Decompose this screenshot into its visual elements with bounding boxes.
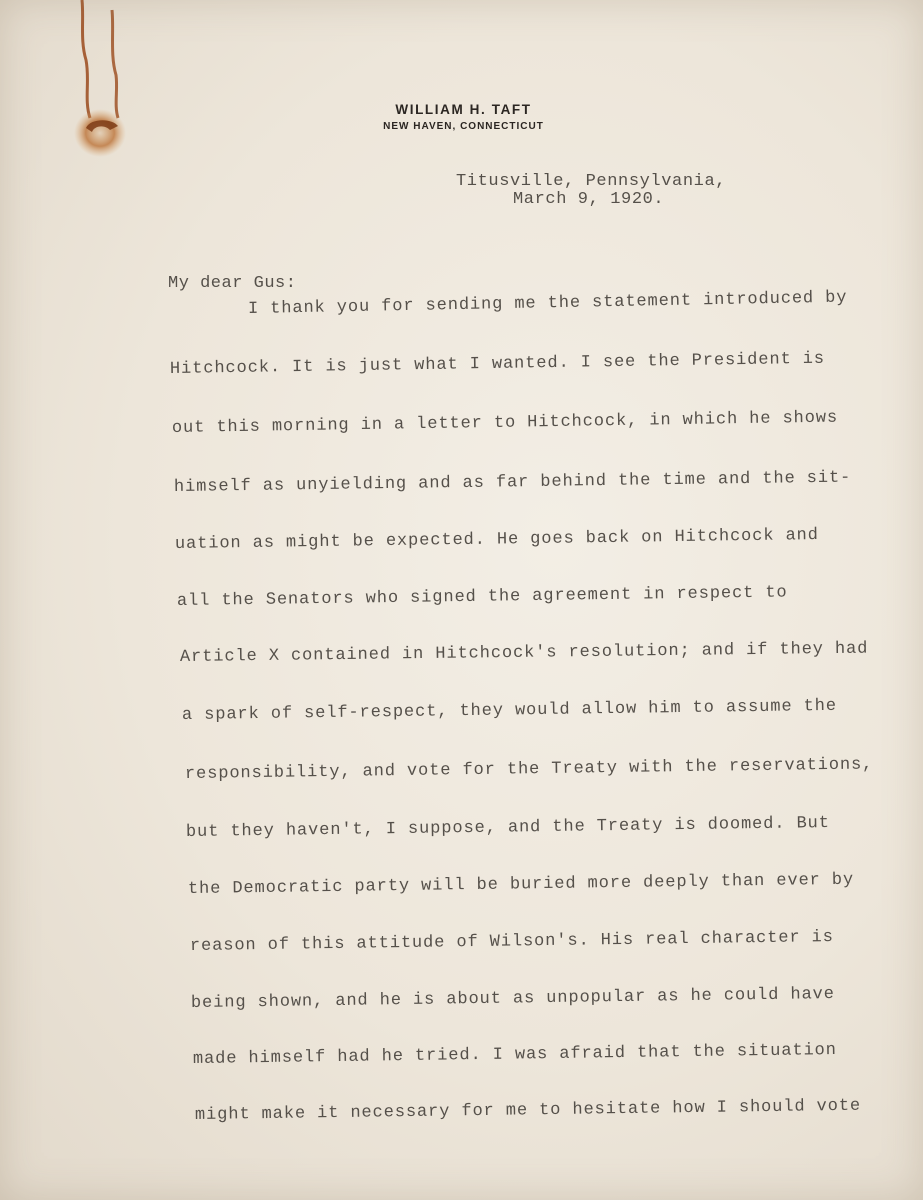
body-line: uation as might be expected. He goes back on Hitchcock and	[174, 526, 819, 554]
body-line: all the Senators who signed the agreement in respect to	[176, 583, 788, 611]
body-line: reason of this attitude of Wilson's. His real character is	[189, 928, 834, 956]
body-line: but they haven't, I suppose, and the Treaty is doomed. But	[185, 814, 830, 842]
body-line: the Democratic party will be buried more deeply than ever by	[187, 870, 855, 899]
dateline-place: Titusville, Pennsylvania,	[456, 172, 727, 191]
body-line: might make it necessary for me to hesitate how I should vote	[194, 1096, 862, 1125]
letterhead-location: NEW HAVEN, CONNECTICUT	[383, 121, 544, 132]
rust-stain-mark	[60, 0, 140, 170]
body-line: I thank you for sending me the statement introduced by	[247, 288, 848, 319]
body-line: himself as unyielding and as far behind the time and the sit-	[173, 468, 852, 497]
salutation: My dear Gus:	[168, 274, 297, 293]
body-line: Hitchcock. It is just what I wanted. I see the President is	[169, 349, 826, 379]
body-line: out this morning in a letter to Hitchcock, in which he shows	[171, 408, 839, 438]
body-line: made himself had he tried. I was afraid that the situation	[192, 1041, 837, 1069]
body-line: being shown, and he is about as unpopular as he could have	[190, 985, 835, 1013]
body-line: responsibility, and vote for the Treaty with the reservations,	[184, 755, 874, 784]
body-line: a spark of self-respect, they would allow him to assume the	[181, 696, 838, 725]
dateline-date: March 9, 1920.	[513, 190, 665, 209]
body-line: Article X contained in Hitchcock's resolution; and if they had	[179, 639, 869, 667]
letterhead-name: WILLIAM H. TAFT	[395, 102, 532, 117]
